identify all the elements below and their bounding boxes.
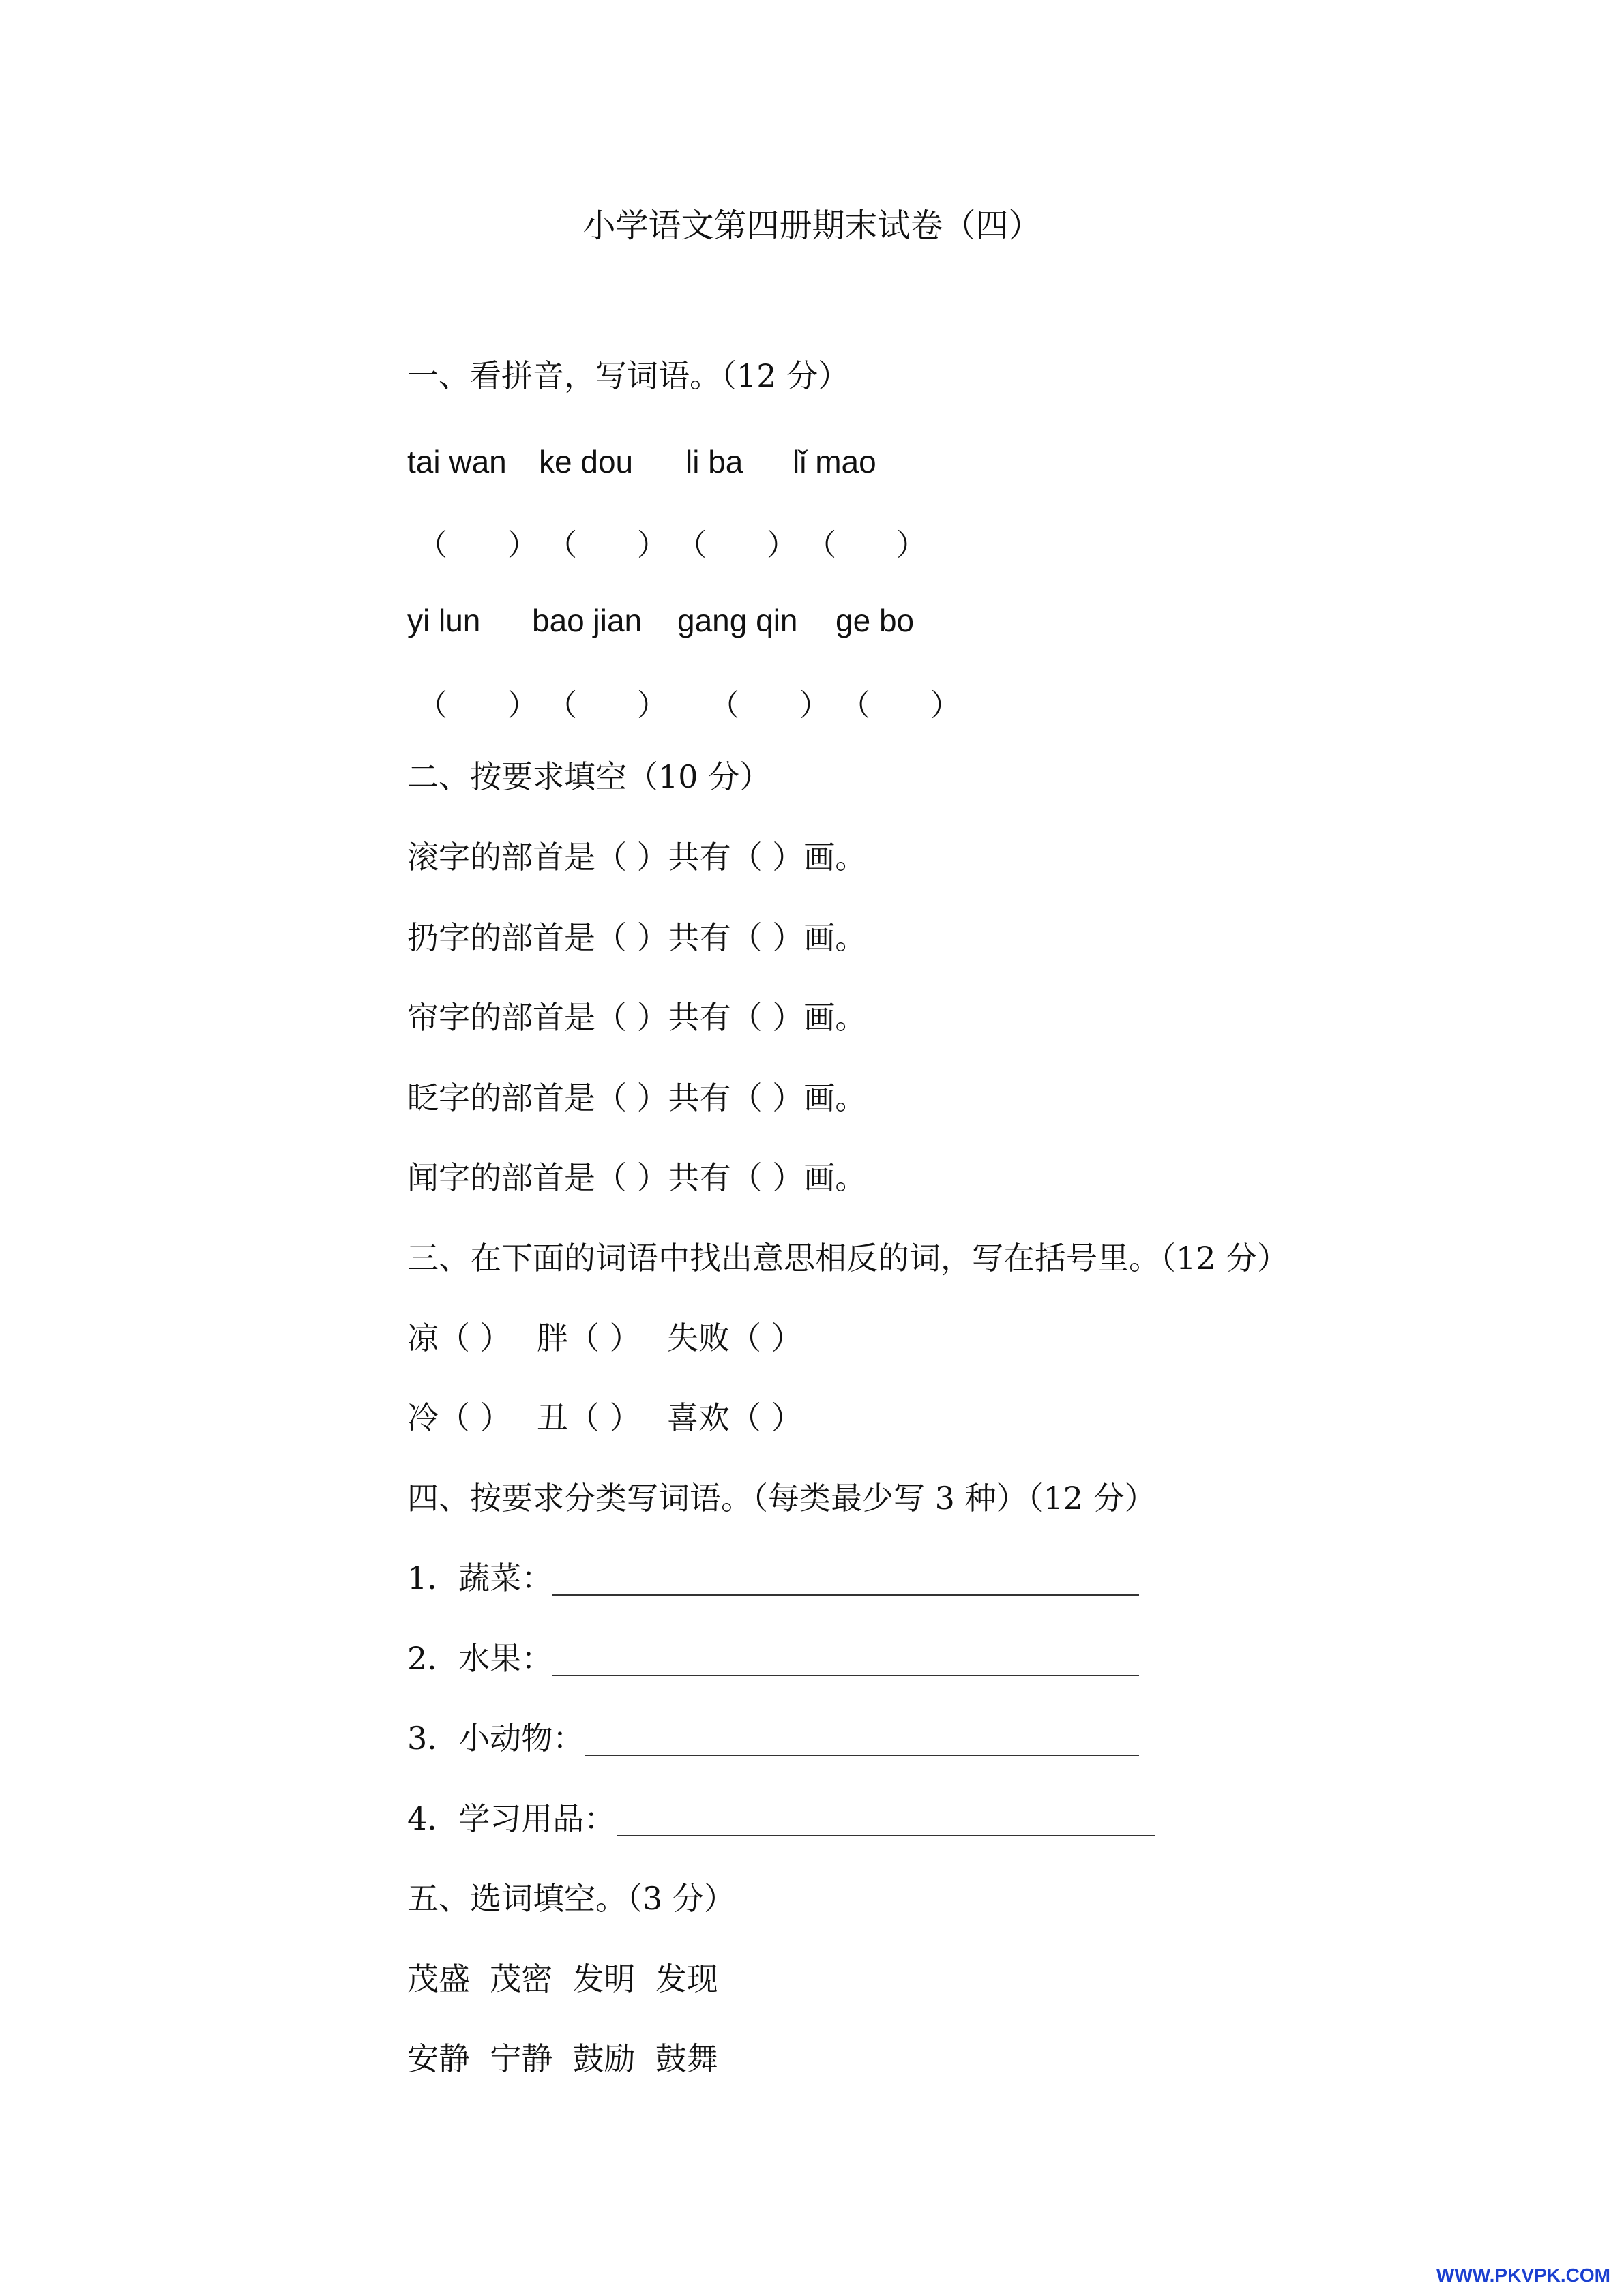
pinyin-item: gang qin	[677, 603, 798, 638]
antonym-item: 失败（ ）	[667, 1320, 803, 1356]
pinyin-item: bao jian	[532, 603, 643, 638]
pinyin-item: ke dou	[539, 444, 634, 479]
answer-line[interactable]	[617, 1835, 1155, 1836]
answer-blank[interactable]: （ ）	[677, 528, 797, 563]
page-title: 小学语文第四册期末试卷（四）	[582, 207, 1042, 245]
antonym-item: 冷（ ）	[407, 1399, 512, 1436]
q4-heading: 四、按要求分类写词语。（每类最少写 3 种）（12 分）	[407, 1480, 1156, 1517]
q4-item-animals: 3．小动物：	[407, 1720, 585, 1757]
answer-line[interactable]	[585, 1755, 1139, 1756]
q2-item: 滚字的部首是（ ）共有（ ）画。	[407, 839, 867, 876]
pinyin-item: lǐ mao	[793, 444, 876, 479]
q2-item: 闻字的部首是（ ）共有（ ）画。	[407, 1159, 867, 1196]
q5-word-row-1: 茂盛 茂密 发明 发现	[407, 1960, 718, 1997]
q2-item: 帘字的部首是（ ）共有（ ）画。	[407, 999, 867, 1036]
antonym-item: 凉（ ）	[407, 1320, 512, 1356]
antonym-item: 喜欢（ ）	[667, 1399, 803, 1436]
site-watermark: WWW.PKVPK.COM	[1436, 2265, 1610, 2286]
q5-word-row-2: 安静 宁静 鼓励 鼓舞	[407, 2040, 718, 2077]
pinyin-item: tai wan	[407, 444, 507, 479]
answer-blank[interactable]: （ ）	[417, 688, 537, 723]
q1-heading: 一、看拼音，写词语。（12 分）	[407, 357, 850, 394]
antonym-item: 胖（ ）	[537, 1320, 641, 1356]
q2-heading: 二、按要求填空（10 分）	[407, 758, 771, 795]
pinyin-item: yi lun	[407, 603, 481, 638]
answer-blank[interactable]: （ ）	[417, 528, 537, 563]
q4-item-vegetables: 1．蔬菜：	[407, 1560, 553, 1596]
answer-blank[interactable]: （ ）	[709, 688, 829, 723]
pinyin-item: li ba	[685, 444, 743, 479]
pinyin-item: ge bo	[836, 603, 915, 638]
q3-heading: 三、在下面的词语中找出意思相反的词，写在括号里。（12 分）	[407, 1240, 1289, 1277]
antonym-item: 丑（ ）	[537, 1399, 641, 1436]
answer-line[interactable]	[552, 1594, 1139, 1596]
answer-blank[interactable]: （ ）	[547, 528, 667, 563]
q2-item: 扔字的部首是（ ）共有（ ）画。	[407, 919, 867, 956]
q2-item: 眨字的部首是（ ）共有（ ）画。	[407, 1079, 867, 1116]
answer-line[interactable]	[552, 1675, 1139, 1676]
q4-item-supplies: 4．学习用品：	[407, 1800, 616, 1837]
q5-heading: 五、选词填空。（3 分）	[407, 1880, 735, 1917]
answer-blank[interactable]: （ ）	[806, 528, 926, 563]
q4-item-fruits: 2．水果：	[407, 1640, 553, 1677]
answer-blank[interactable]: （ ）	[840, 688, 960, 723]
answer-blank[interactable]: （ ）	[547, 688, 667, 723]
